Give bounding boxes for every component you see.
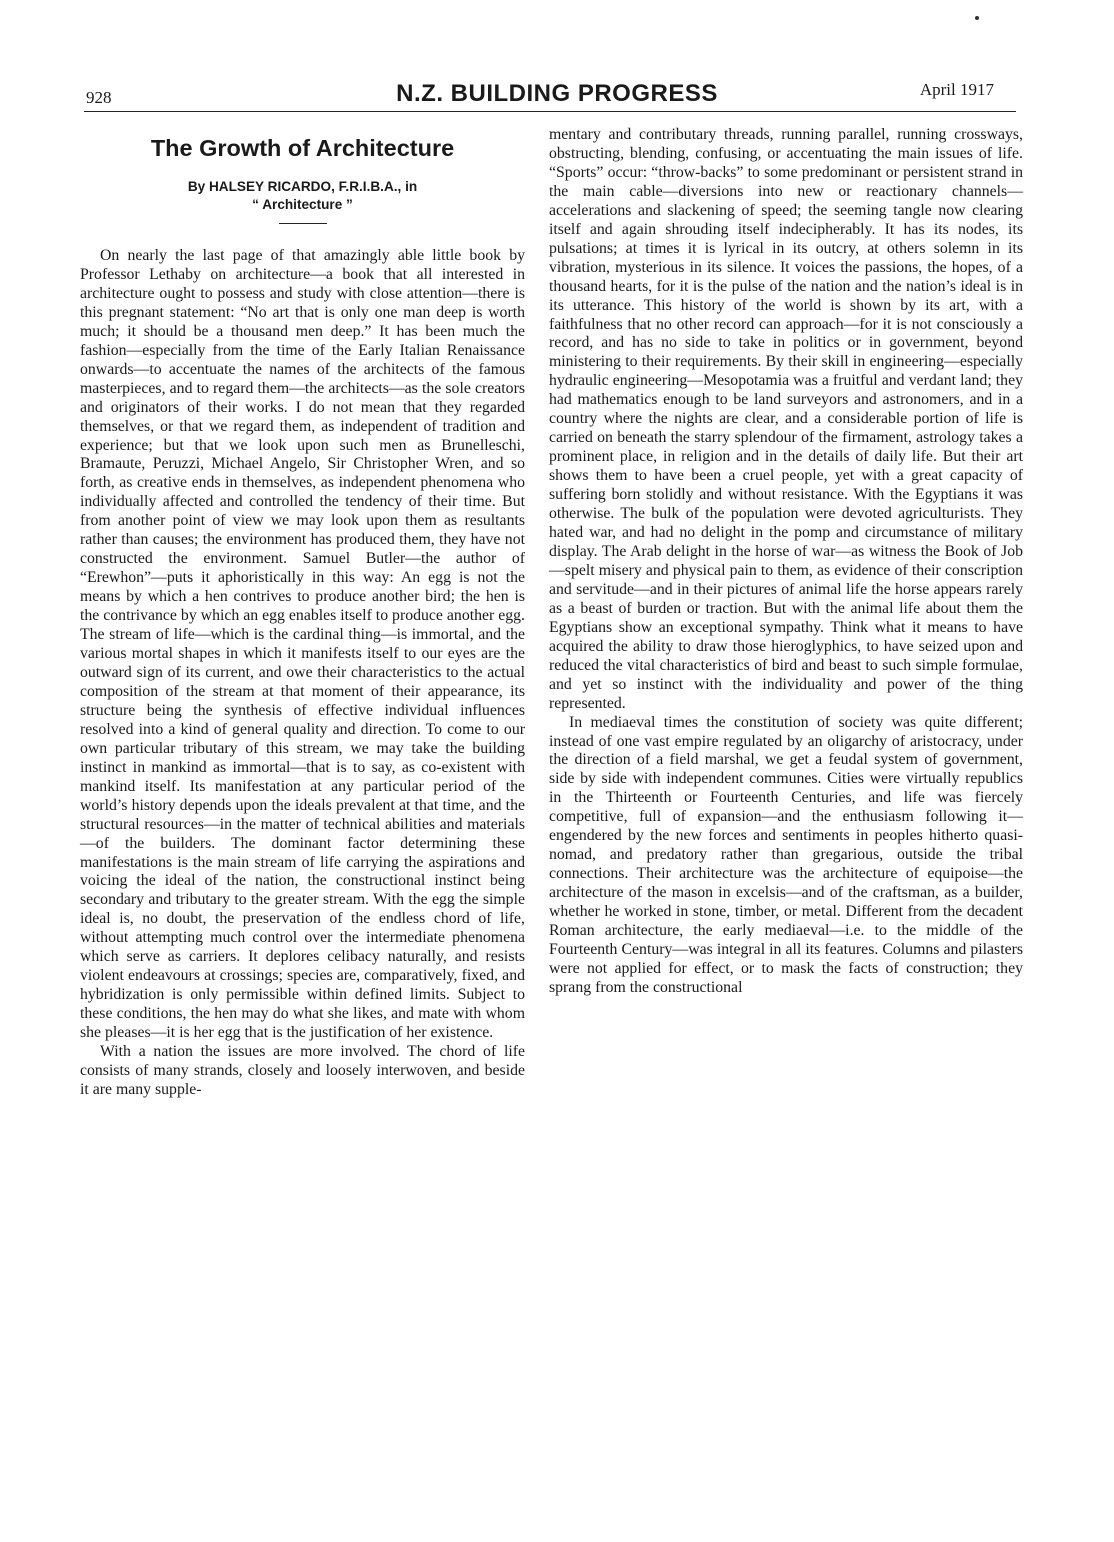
left-column — [80, 126, 525, 1100]
byline-author: By HALSEY RICARDO, F.R.I.B.A., in — [187, 179, 418, 194]
byline-source: “ Architecture ” — [252, 197, 353, 212]
header-rule — [84, 111, 1016, 112]
ink-speck — [975, 16, 979, 20]
paragraph: With a nation the issues are more involved. The chord of life consists of many strands, closely and loosely interwoven, and beside it are many supple- — [80, 1043, 525, 1098]
paragraph: In mediaeval times the constitution of society was quite different; instead of one vast empire regulated by an oligarchy of aristocracy, under the direction of a field marshal, we get a feudal system of government, side by side with independent communes. Cities were virtually republics in the Thirteenth or Fourteenth Centuries, and life was fiercely competitive, full of expansion—and the enthusiasm following it—engendered by the new forces and sentiments in peoples hitherto quasi-nomad, and predatory rather than gregarious, outside the tribal connections. Their architecture was the architecture of equipoise—the architecture of the mason in excelsis—and of the craftsman, as a builder, whether he worked in stone, timber, or metal. Different from the decadent Roman architecture, the early mediaeval—i.e. to the middle of the Fourteenth Century—was integral in all its features. Columns and pilasters were not applied for effect, or to mask the facts of construction; they sprang from the constructional — [549, 713, 1023, 996]
issue-date: April 1917 — [919, 80, 994, 99]
byline — [80, 178, 525, 214]
paragraph-continued: mentary and contributary threads, running parallel, running crossways, obstructing, blending, confusing, or accentuating the main issues of life. “Sports” occur: “throw-backs” to some predominant or persistent strand in the main cable—diversions into new or reactionary channels—accelerations and slackening of speed; the seeming tangle now clearing itself and again shrouding itself indecipherably. It has its nodes, its pulsations; at times it is lyrical in its outcry, at others solemn in its vibration, mysterious in its silence. It voices the passions, the hopes, of a thousand hearts, for it is the pulse of the nation and the nation’s ideal is in its utterance. This history of the world is shown by its art, with a faithfulness that no other record can approach—for it is not consciously a record, and has no side to take in politics or in government, beyond ministering to their requirements. By their skill in engineering—especially hydraulic engineering—Mesopotamia was a fruitful and verdant land; they had mathematics enough to be land surveyors and astronomers, and in a country where the nights are clear, and a considerable portion of life is carried on beneath the starry splendour of the firmament, astrology takes a prominent place, in religion and in the details of daily life. But their art shows them to have been a cruel people, yet with a great capacity of suffering born stolidly and without resistance. With the Egyptians it was otherwise. The bulk of the population were devoted agriculturists. They hated war, and had no delight in the pomp and circumstance of military display. The Arab delight in the horse of war—as witness the Book of Job—spelt misery and physical pain to them, as evidence of their conscription and servitude—and in their pictures of animal life the horse appears rarely as a beast of burden or traction. But with the animal life about them the Egyptians show an exceptional sympathy. Think what it means to have acquired the ability to draw those hieroglyphics, to have seized upon and reduced the vital characteristics of bird and beast to such simple formulae, and yet so instinct with the individuality and power of the thing represented. — [549, 126, 1023, 712]
byline-rule — [279, 223, 327, 224]
article-title: The Growth of Architecture — [150, 135, 455, 161]
paragraph: On nearly the last page of that amazingly able little book by Professor Lethaby on architecture—a book that all interested in architecture ought to possess and study with close attention—there is this pregnant statement: “No art that is only one man deep is worth much; it should be a thousand men deep.” It has been much the fashion—especially from the time of the Early Italian Renaissance onwards—to accentuate the names of the architects of the famous masterpieces, and to regard them—the architects—as the sole creators and originators of their works. I do not mean that they regarded themselves, or that we regard them, as independent of tradition and experience; but that we look upon such men as Brunelleschi, Bramaute, Peruzzi, Michael Angelo, Sir Christopher Wren, and so forth, as creative ends in themselves, as independent phenomena who individually affected and controlled the tendency of their time. But from another point of view we may look upon them as resultants rather than causes; the environment has produced them, they have not constructed the environment. Samuel Butler—the author of “Erewhon”—puts it aphoristically in this way: An egg is not the means by which a hen contrives to produce another bird; the hen is the contrivance by which an egg enables itself to produce another egg. The stream of life—which is the cardinal thing—is immortal, and the various mortal shapes in which it manifests itself to our eyes are the outward sign of its current, and owe their characteristics to the actual composition of the stream at that moment of their appearance, its structure being the synthesis of effective individual influences resolved into a kind of general quality and direction. To come to our own particular tributary of this stream, we may take the building instinct in mankind as immortal—that is to say, as co-existent with mankind itself. Its manifestation at any particular period of the world’s history depends upon the ideals prevalent at that time, and the structural resources—in the matter of technical abilities and materials—of the builders. The dominant factor determining these manifestations is the main stream of life carrying the aspirations and voicing the ideal of the nation, the constructional instinct being secondary and tributary to the greater stream. With the egg the simple ideal is, no doubt, the preservation of the endless chord of life, without attempting much control over the intermediate phenomena which serve as carriers. It deplores celibacy naturally, and resists violent endeavours at crossings; species are, comparatively, fixed, and hybridization is only permissible within defined limits. Subject to these conditions, the hen may do what she likes, and mate with whom she pleases—it is her egg that is the justification of her existence. — [80, 247, 525, 1042]
right-column — [549, 126, 1023, 998]
publication-title: N.Z. BUILDING PROGRESS — [396, 80, 718, 107]
page-number: 928 — [86, 88, 112, 107]
